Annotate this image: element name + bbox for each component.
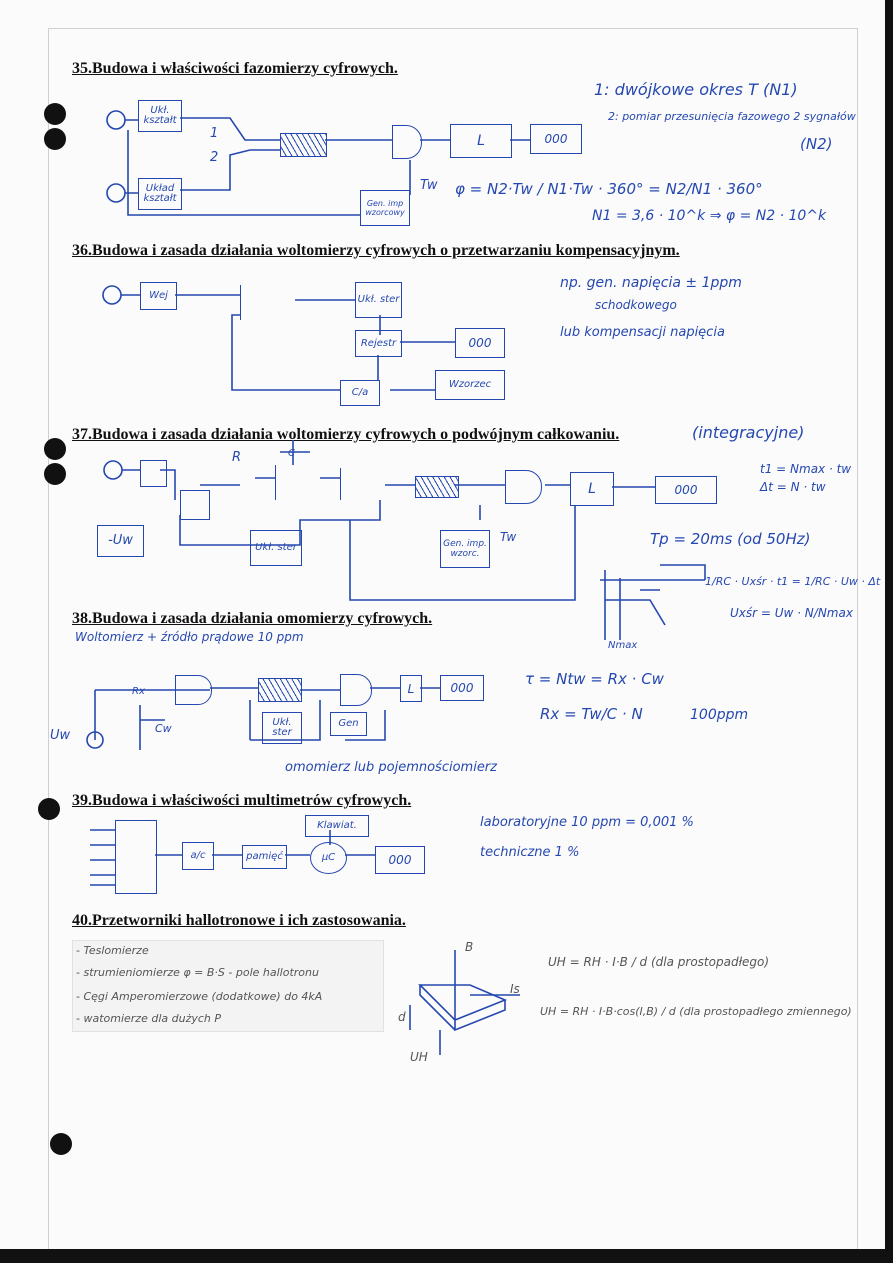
comparator <box>240 285 296 320</box>
note-tp: Tp = 20ms (od 50Hz) <box>650 530 811 548</box>
note-36-1: np. gen. napięcia ± 1ppm <box>560 275 742 291</box>
display-block-36: 000 <box>455 328 505 358</box>
reference-block: Wzorzec <box>435 370 505 400</box>
note-n2b: (N2) <box>800 135 833 153</box>
note-bottom-38: omomierz lub pojemnościomierz <box>285 760 497 775</box>
tw-label: Tw <box>420 178 438 193</box>
input-block: Wej <box>140 282 177 310</box>
section-37-title: 37.Budowa i zasada działania woltomierzy cyfrowych o podwójnym całkowaniu. <box>72 426 620 443</box>
input-1-label: 1 <box>210 126 219 141</box>
note-dt: Δt = N · tw <box>760 480 826 494</box>
note-tau: τ = Ntw = Rx · Cw <box>525 670 664 688</box>
input-2-label: 2 <box>210 150 219 165</box>
switch-block <box>180 490 210 520</box>
comparator-38 <box>175 675 212 705</box>
display-block: 000 <box>530 124 582 154</box>
and-gate-38 <box>340 674 372 706</box>
counter-38: L <box>400 675 422 702</box>
and-gate <box>392 125 422 159</box>
nmax-label: Nmax <box>608 640 638 651</box>
capacitor-label: C <box>288 448 295 459</box>
note-rx: Rx = Tw/C · N <box>540 705 643 723</box>
generator-38: Gen <box>330 712 367 736</box>
gate-block-37 <box>415 476 459 498</box>
is-label: Is <box>510 982 520 996</box>
memory-block: pamięć <box>242 845 287 869</box>
display-block-37: 000 <box>655 476 717 504</box>
microcontroller: μC <box>310 842 347 874</box>
section-40-title: 40.Przetworniki hallotronowe i ich zastosowania. <box>72 912 406 929</box>
counter-37: L <box>570 472 614 506</box>
section-39-title: 39.Budowa i właściwości multimetrów cyfrowych. <box>72 792 412 809</box>
pulse-generator-37: Gen. imp. wzorc. <box>440 530 490 568</box>
note-36-3: lub kompensacji napięcia <box>560 325 725 340</box>
hall-formula-1: UH = RH · I·B / d (dla prostopadłego) <box>548 955 770 969</box>
section-38-subtitle: Woltomierz + źródło prądowe 10 ppm <box>75 630 304 644</box>
gate-flipflop <box>280 133 327 157</box>
cw-label: Cw <box>155 722 172 735</box>
integrator-opamp <box>275 465 316 500</box>
application-item: - Teslomierze <box>76 944 149 957</box>
tw-label-37: Tw <box>500 530 517 544</box>
display-block-38: 000 <box>440 675 484 701</box>
register-block: Rejestr <box>355 330 402 357</box>
application-item: - Cęgi Amperomierzowe (dodatkowe) do 4kA <box>76 990 323 1003</box>
phase-formula-2: N1 = 3,6 · 10^k ⇒ φ = N2 · 10^k <box>592 208 827 224</box>
hall-formula-2: UH = RH · I·B·cos(I,B) / d (dla prostopadłego zmiennego) <box>540 1005 852 1018</box>
counter-block: L <box>450 124 512 158</box>
comparator-37 <box>340 468 381 500</box>
uw-label: Uw <box>50 728 71 743</box>
application-item: - watomierze dla dużych P <box>76 1012 222 1025</box>
note-ppm: 100ppm <box>690 707 749 723</box>
section-38-title: 38.Budowa i zasada działania omomierzy cyfrowych. <box>72 610 433 627</box>
uh-label: UH <box>410 1050 428 1064</box>
b-label: B <box>465 940 474 954</box>
note-eq1: 1/RC · Uxśr · t1 = 1/RC · Uw · Δt <box>705 575 881 588</box>
shaping-circuit-1: Ukł. kształt <box>138 100 182 132</box>
application-item: - strumieniomierze φ = B·S - pole hallotronu <box>76 966 319 979</box>
note-37-paren: (integracyjne) <box>692 423 805 442</box>
dac-block: C/a <box>340 380 380 406</box>
input-block-37 <box>140 460 167 487</box>
note-t1: t1 = Nmax · tw <box>760 462 852 476</box>
rx-label: Rx <box>132 686 145 697</box>
adc-block: a/c <box>182 842 214 870</box>
phase-formula: φ = N2·Tw / N1·Tw · 360° = N2/N1 · 360° <box>455 180 763 198</box>
note-n2: 2: pomiar przesunięcia fazowego 2 sygnałów <box>608 110 856 123</box>
pulse-generator: Gen. imp wzorcowy <box>360 190 410 226</box>
note-tech: techniczne 1 % <box>480 845 580 860</box>
control-unit-37: Ukł. ster <box>250 530 302 566</box>
section-36-title: 36.Budowa i zasada działania woltomierzy cyfrowych o przetwarzaniu kompensacyjnym. <box>72 242 680 259</box>
control-unit-38: Ukł. ster <box>262 712 302 744</box>
and-gate-37 <box>505 470 542 504</box>
input-switch-39 <box>115 820 157 894</box>
section-35-title: 35.Budowa i właściwości fazomierzy cyfrowych. <box>72 60 398 77</box>
display-block-39: 000 <box>375 846 425 874</box>
keyboard-block: Klawiat. <box>305 815 369 837</box>
note-eq2: Uxśr = Uw · N/Nmax <box>730 606 853 620</box>
gate-block-38 <box>258 678 302 702</box>
note-36-2: schodkowego <box>595 298 677 312</box>
shaping-circuit-2: Układ kształt <box>138 178 182 210</box>
note-lab: laboratoryjne 10 ppm = 0,001 % <box>480 815 694 830</box>
resistor-label: R <box>232 450 242 465</box>
note-n1: 1: dwójkowe okres T (N1) <box>594 80 798 99</box>
reference-voltage: -Uw <box>97 525 144 557</box>
control-unit: Ukł. ster <box>355 282 402 318</box>
d-label: d <box>398 1010 406 1024</box>
